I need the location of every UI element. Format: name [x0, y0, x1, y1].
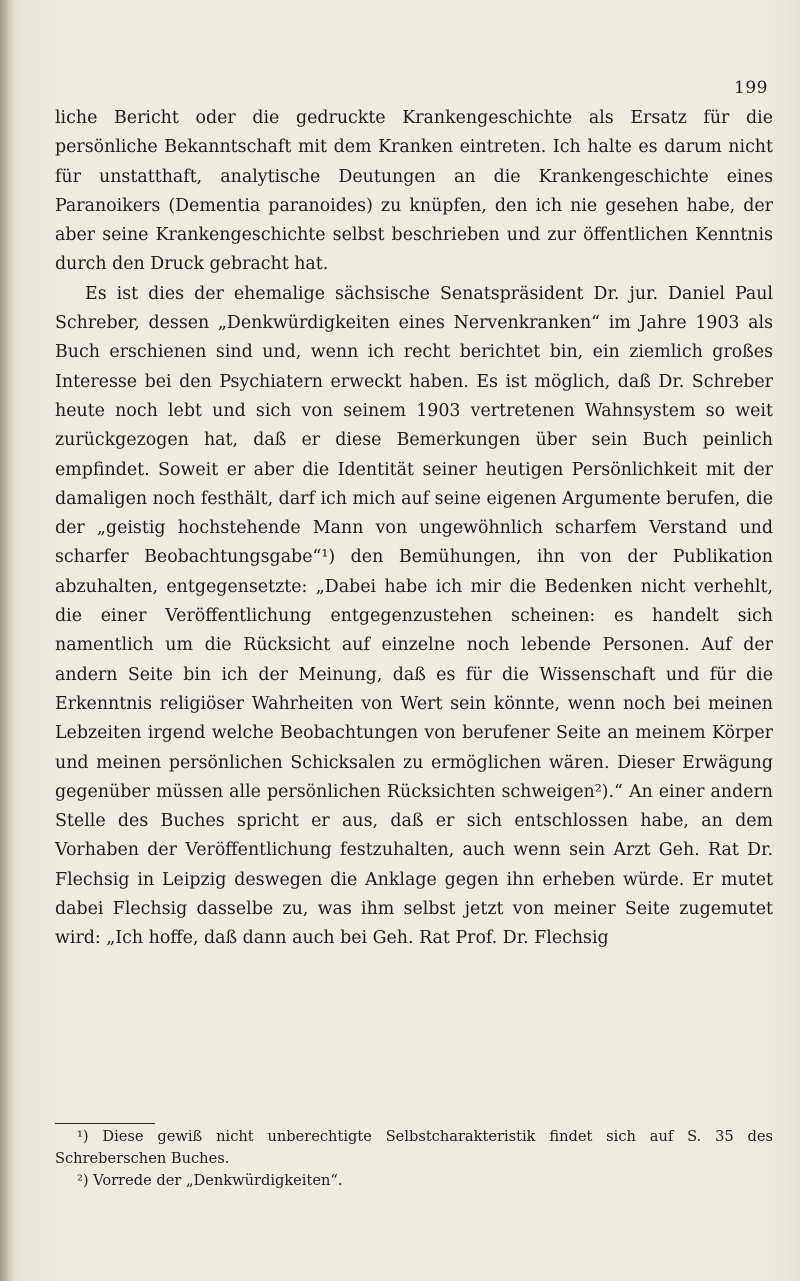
footnotes: [55, 1126, 773, 1192]
page-binding-edge: [0, 0, 14, 1281]
page-number: 199: [734, 78, 768, 98]
paragraph-schreber: Es ist dies der ehemalige sächsische Senatspräsident Dr. jur. Daniel Paul Schreber, dessen „Denkwürdigkeiten eines Nervenkranken“ im Jahre 1903 als Buch erschienen sind und, wenn ich recht berichtet bin, ein ziemlich großes Interesse bei den Psychiatern erweckt haben. Es ist möglich, daß Dr. Schreber heute noch lebt und sich von seinem 1903 vertretenen Wahnsystem so weit zurückgezogen hat, daß er diese Bemerkungen über sein Buch peinlich empfindet. Soweit er aber die Identität seiner heutigen Persönlichkeit mit der damaligen noch festhält, darf ich mich auf seine eigenen Argumente berufen, die der „geistig hochstehende Mann von ungewöhnlich scharfem Verstand und scharfer Beobachtungsgabe“¹) den Bemühungen, ihn von der Publikation abzuhalten, entgegensetzte: „Dabei habe ich mir die Bedenken nicht verhehlt, die einer Veröffentlichung entgegenzustehen scheinen: es handelt sich namentlich um die Rücksicht auf einzelne noch lebende Personen. Auf der andern Seite bin ich der Meinung, daß es für die Wissenschaft und für die Erkenntnis religiöser Wahrheiten von Wert sein könnte, wenn noch bei meinen Lebzeiten irgend welche Beobachtungen von berufener Seite an meinem Körper und meinen persönlichen Schicksalen zu ermöglichen wären. Dieser Erwägung gegenüber müssen alle persönlichen Rücksichten schweigen²).“ An einer andern Stelle des Buches spricht er aus, daß er sich entschlossen habe, an dem Vorhaben der Veröffentlichung festzuhalten, auch wenn sein Arzt Geh. Rat Dr. Flechsig in Leipzig deswegen die Anklage gegen ihn erheben würde. Er mutet dabei Flechsig dasselbe zu, was ihm selbst jetzt von meiner Seite zugemutet wird: „Ich hoffe, daß dann auch bei Geh. Rat Prof. Dr. Flechsig: [55, 283, 773, 949]
main-text: [55, 104, 773, 954]
paragraph-continued: liche Bericht oder die gedruckte Krankengeschichte als Ersatz für die persönliche Bekanntschaft mit dem Kranken eintreten. Ich halte es darum nicht für unstatthaft, analytische Deutungen an die Krankengeschichte eines Paranoikers (Dementia paranoides) zu knüpfen, den ich nie gesehen habe, der aber seine Krankengeschichte selbst beschrieben und zur öffentlichen Kenntnis durch den Druck gebracht hat.: [55, 108, 773, 275]
footnote-1: ¹) Diese gewiß nicht unberechtigte Selbstcharakteristik findet sich auf S. 35 des Schreberschen Buches.: [55, 1128, 773, 1167]
footnote-2: ²) Vorrede der „Denkwürdigkeiten“.: [77, 1172, 343, 1189]
footnote-divider: [55, 1123, 155, 1124]
